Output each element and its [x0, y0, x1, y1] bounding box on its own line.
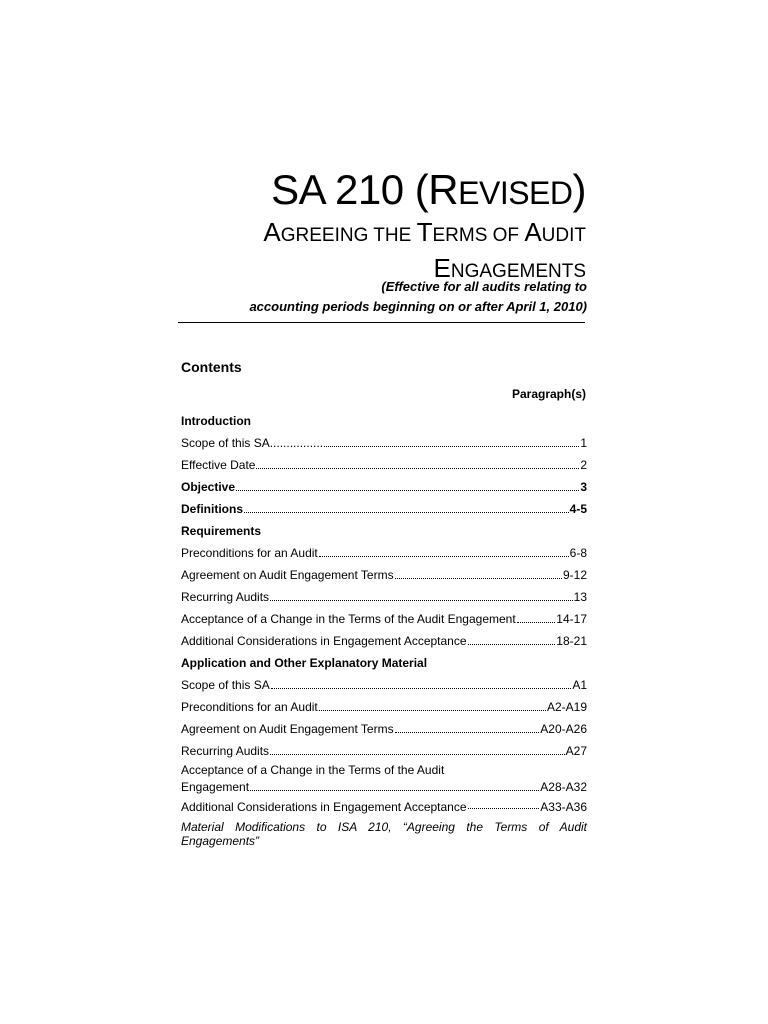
- divider-rule: [178, 322, 585, 323]
- toc-entry-additional[interactable]: [181, 630, 587, 652]
- toc-section-introduction: Introduction: [181, 414, 251, 428]
- subtitle-cap: T: [416, 217, 433, 247]
- dot-leader: [250, 790, 539, 791]
- toc-entry-app-preconditions[interactable]: [181, 696, 587, 718]
- toc-entry-label: Preconditions for an Audit: [181, 700, 318, 714]
- toc-entry-number: 3: [580, 480, 587, 494]
- toc-entry-label: Preconditions for an Audit: [181, 546, 318, 560]
- toc-entry-label: Definitions: [181, 502, 243, 516]
- toc-entry-number: 9-12: [562, 568, 587, 582]
- toc-entry-label: Recurring Audits: [181, 744, 270, 758]
- toc-section-application: Application and Other Explanatory Material: [181, 656, 428, 670]
- dot-leader: [236, 490, 579, 491]
- dot-leader: [395, 732, 540, 733]
- dot-leader: [468, 808, 540, 809]
- table-of-contents: [181, 410, 587, 848]
- toc-entry-definitions[interactable]: [181, 498, 587, 520]
- toc-entry-number: A33-A36: [540, 800, 587, 814]
- toc-entry-app-acceptance[interactable]: [181, 762, 587, 798]
- toc-entry-label: Scope of this SA................: [181, 436, 324, 450]
- toc-entry-number: A2-A19: [546, 700, 587, 714]
- toc-entry-number: 14-17: [556, 612, 587, 626]
- toc-entry-number: A28-A32: [540, 780, 587, 794]
- toc-entry-number: 4-5: [569, 502, 587, 516]
- dot-leader: [395, 578, 562, 579]
- dot-leader: [270, 600, 573, 601]
- dot-leader: [271, 688, 572, 689]
- effective-note-line-1: (Effective for all audits relating to: [381, 279, 587, 294]
- toc-entry-app-additional[interactable]: [181, 798, 587, 816]
- toc-entry-line-2: [181, 779, 587, 796]
- contents-heading: Contents: [181, 359, 242, 375]
- toc-entry-app-scope[interactable]: [181, 674, 587, 696]
- toc-entry-label: Recurring Audits: [181, 590, 270, 604]
- title-smallcaps: EVISED: [458, 175, 573, 211]
- toc-entry-number: A20-A26: [540, 722, 587, 736]
- dot-leader: [319, 710, 546, 711]
- subtitle-cap: A: [524, 217, 542, 247]
- toc-entry-objective[interactable]: [181, 476, 587, 498]
- toc-entry-number: 18-21: [556, 634, 587, 648]
- toc-entry-number: 13: [573, 590, 587, 604]
- toc-entry-label: Agreement on Audit Engagement Terms: [181, 568, 394, 582]
- toc-entry-label: Engagement: [181, 780, 250, 794]
- dot-leader: [270, 754, 565, 755]
- toc-section-requirements: Requirements: [181, 524, 262, 538]
- toc-entry-app-agreement[interactable]: [181, 718, 587, 740]
- title-close: ): [572, 166, 586, 213]
- dot-leader: [468, 644, 556, 645]
- subtitle-cap: A: [263, 217, 281, 247]
- material-modifications-note[interactable]: Material Modifications to ISA 210, “Agreeing the Terms of Audit Engagements”: [181, 820, 587, 848]
- toc-entry-number: 2: [580, 458, 587, 472]
- toc-entry-app-recurring[interactable]: [181, 740, 587, 762]
- subtitle-sc: ERMS OF: [432, 225, 525, 246]
- toc-entry-label: Additional Considerations in Engagement Acceptance: [181, 634, 467, 648]
- toc-entry-number: A27: [565, 744, 587, 758]
- toc-entry-label: Acceptance of a Change in the Terms of the Audit Engagement: [181, 612, 516, 626]
- subtitle-sc: NGAGEMENTS: [450, 261, 586, 282]
- dot-leader: [244, 512, 569, 513]
- effective-note: [249, 277, 587, 317]
- toc-entry-preconditions[interactable]: [181, 542, 587, 564]
- toc-entry-label: Acceptance of a Change in the Terms of the Audit: [181, 763, 445, 777]
- toc-entry-agreement[interactable]: [181, 564, 587, 586]
- toc-entry-number: A1: [572, 678, 587, 692]
- toc-entry-label: Effective Date: [181, 458, 256, 472]
- toc-entry-label: Agreement on Audit Engagement Terms: [181, 722, 394, 736]
- subtitle-sc: UDIT: [541, 225, 586, 246]
- toc-entry-recurring[interactable]: [181, 586, 587, 608]
- toc-entry-label: Scope of this SA: [181, 678, 270, 692]
- effective-note-line-2: accounting periods beginning on or after April 1, 2010): [249, 299, 587, 314]
- dot-leader: [319, 556, 569, 557]
- subtitle-line-1: [263, 216, 586, 252]
- toc-entry-acceptance[interactable]: [181, 608, 587, 630]
- toc-entry-effective-date[interactable]: [181, 454, 587, 476]
- toc-entry-label: Objective: [181, 480, 236, 494]
- subtitle-sc: GREEING THE: [280, 225, 417, 246]
- dot-leader: [256, 468, 579, 469]
- dot-leader: [324, 446, 579, 447]
- toc-entry-number: 6-8: [569, 546, 587, 560]
- subtitle-cap: E: [433, 253, 451, 283]
- title-main: SA 210 (R: [271, 166, 459, 213]
- document-title: [271, 164, 586, 219]
- toc-entry-label: Additional Considerations in Engagement Acceptance: [181, 800, 467, 814]
- paragraphs-heading: Paragraph(s): [511, 387, 586, 401]
- dot-leader: [517, 622, 556, 623]
- toc-entry-scope[interactable]: [181, 432, 587, 454]
- toc-entry-number: 1: [580, 436, 587, 450]
